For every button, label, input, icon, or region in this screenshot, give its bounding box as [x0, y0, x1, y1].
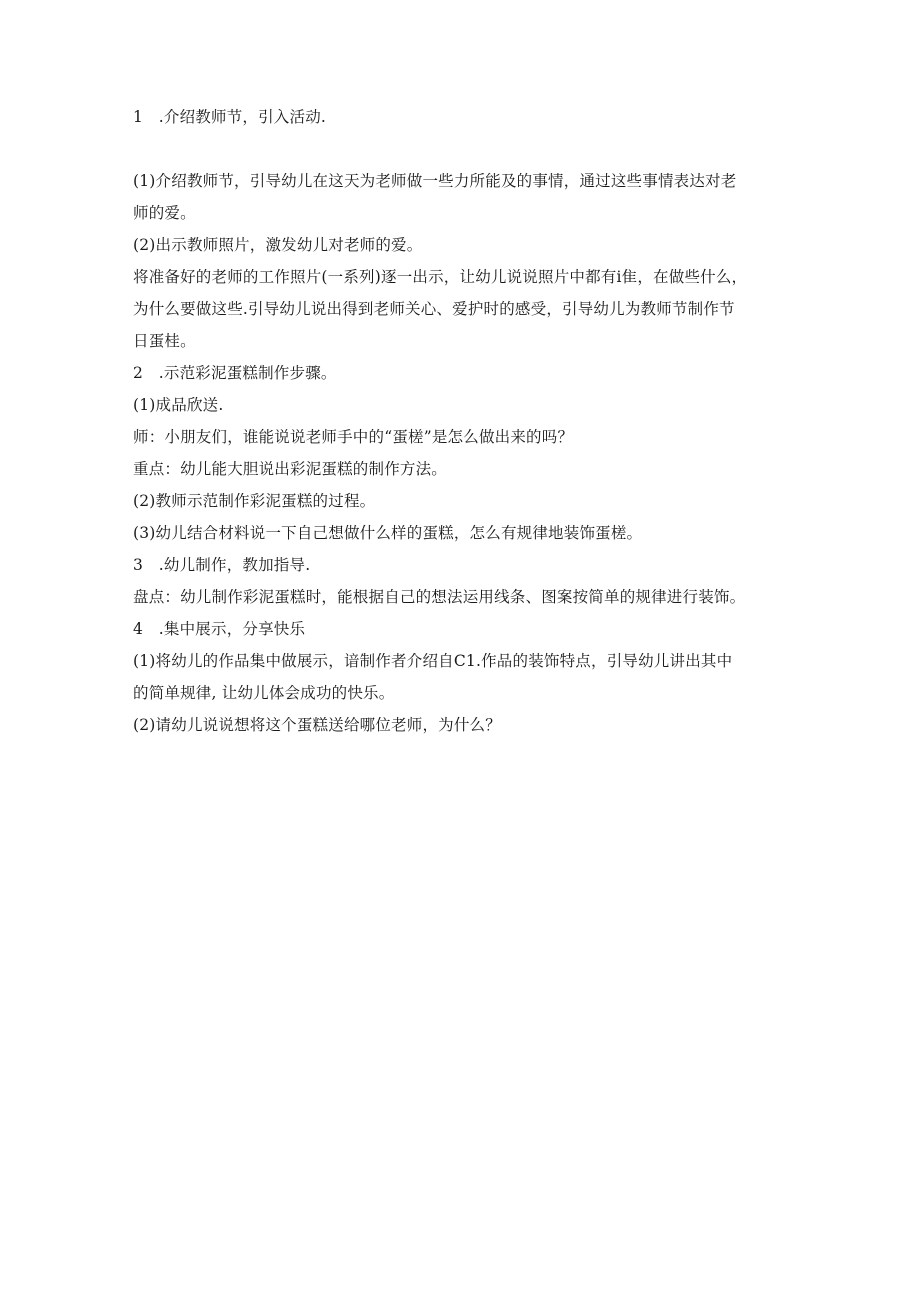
paragraph-line: (2)出示教师照片，激发幼儿对老师的爱。: [133, 236, 423, 254]
paragraph-line: 师：小朋友们，谁能说说老师手中的“蛋槎”是怎么做出来的吗？: [133, 428, 574, 446]
section-heading-3: 3 .幼儿制作，教加指导.: [133, 556, 311, 574]
paragraph-line: 日蛋桂。: [133, 332, 196, 350]
document-body: [133, 101, 793, 741]
paragraph-line: 盘点：幼儿制作彩泥蛋糕时，能根据自己的想法运用线条、图案按简单的规律进行装饰。: [133, 588, 746, 606]
paragraph-line: (1)成品欣送.: [133, 396, 224, 414]
blank-line: [133, 133, 793, 165]
paragraph-line: 师的爱。: [133, 204, 196, 222]
paragraph-line: 为什么要做这些.引导幼儿说出得到老师关心、爱护时的感受，引导幼儿为教师节制作节: [133, 300, 735, 318]
paragraph-line: (2)请幼儿说说想将这个蛋糕送给哪位老师，为什么？: [133, 716, 501, 734]
paragraph-line: (2)教师示范制作彩泥蛋糕的过程。: [133, 492, 376, 510]
paragraph-line: 将准备好的老师的工作照片(一系列)逐一出示，让幼儿说说照片中都有i隹，在做些什么，: [133, 268, 748, 286]
paragraph-line: (1)将幼儿的作品集中做展示，谙制作者介绍自C1.作品的装饰特点，引导幼儿讲出其中: [133, 652, 733, 670]
section-heading-1: 1 .介绍教师节，引入活动.: [133, 108, 327, 126]
paragraph-line: 重点：幼儿能大胆说出彩泥蛋糕的制作方法。: [133, 460, 448, 478]
paragraph-line: (3)幼儿结合材料说一下自己想做什么样的蛋糕，怎么有规律地装饰蛋槎。: [133, 524, 643, 542]
paragraph-line: 的简单规律, 让幼儿体会成功的快乐。: [133, 684, 395, 702]
section-heading-4: 4 .集中展示，分享快乐: [133, 620, 306, 638]
paragraph-line: (1)介绍教师节，引导幼儿在这天为老师做一些力所能及的事情，通过这些事情表达对老: [133, 172, 737, 190]
section-heading-2: 2 .示范彩泥蛋糕制作步骤。: [133, 364, 337, 382]
